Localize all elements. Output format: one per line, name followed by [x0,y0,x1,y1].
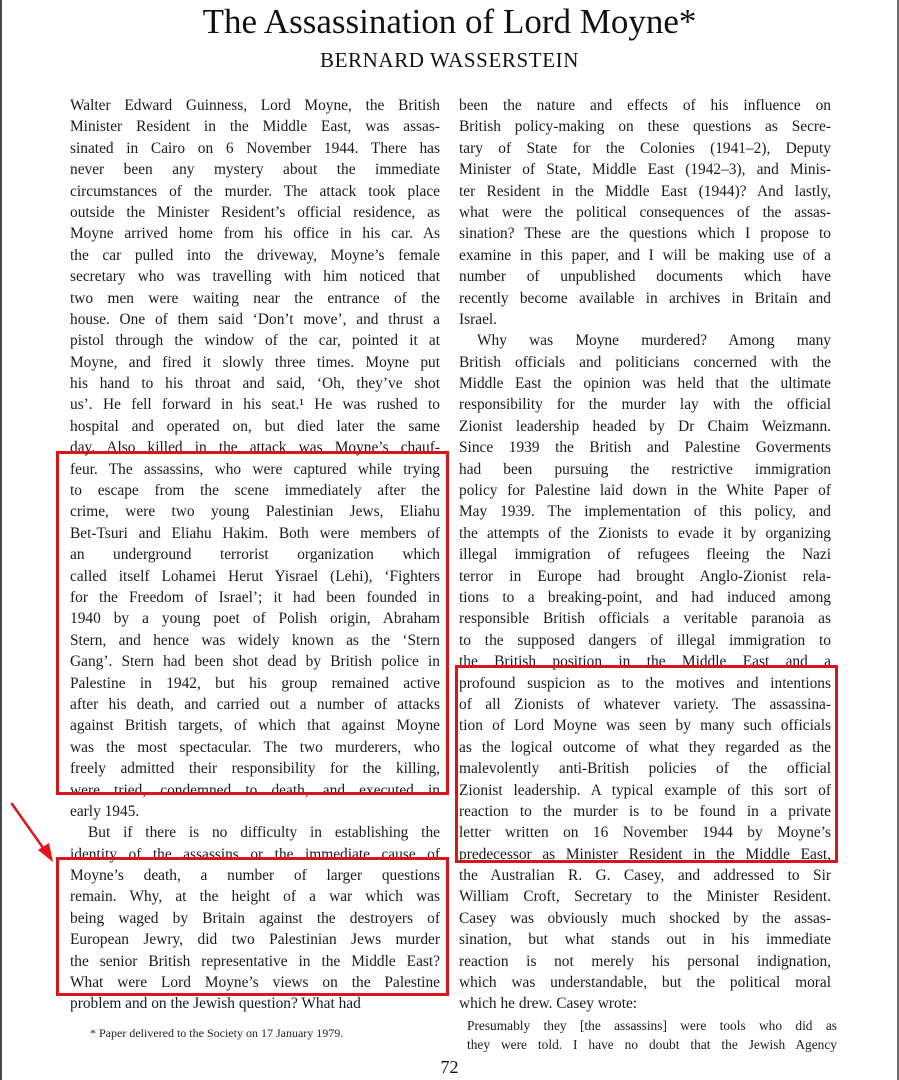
text-line: day. Also killed in the attack was Moyne’s chauf- [70,439,440,457]
text-line: Palestine in 1942, but his group remained active [70,674,440,692]
text-line: us’. He fell forward in his seat.¹ He was rushed to [70,396,440,414]
footnote: * Paper delivered to the Society on 17 January 1979. [90,1026,344,1040]
text-line: British officials and politicians concerned with the [459,353,831,371]
right-column [459,95,831,1015]
text-line: reaction is not merely his personal indignation, [459,952,831,970]
text-line: predecessor as Minister Resident in the Middle East, [459,845,831,863]
text-line: May 1939. The implementation of this policy, and [459,503,831,521]
text-line: called itself Lohamei Herut Yisrael (Lehi), ‘Fighters [70,567,440,585]
text-line: profound suspicion as to the motives and intentions [459,674,831,692]
text-line: Minister Resident in the Middle East, was assas- [70,118,440,136]
text-line: Moyne, and fired it slowly three times. Moyne put [70,353,440,371]
text-line: ter Resident in the Middle East (1944)? And lastly, [459,182,831,200]
text-line: they were told. I have no doubt that the Jewish Agency [467,1037,837,1052]
text-line: policy for Palestine laid down in the White Paper of [459,482,831,500]
text-line: responsibility for the murder lay with the official [459,396,831,414]
text-line: sination? These are the questions which I propose to [459,225,831,243]
article-title: The Assassination of Lord Moyne* [202,2,697,41]
text-line: terror in Europe had brought Anglo-Zionist rela- [459,567,831,585]
text-line: tion of Lord Moyne was seen by many such officials [459,717,831,735]
text-line: Minister of State, Middle East (1942–3), and Minis- [459,161,831,179]
text-line: house. One of them said ‘Don’t move’, and thrust a [70,310,440,328]
text-line: after his death, and carried out a number of attacks [70,695,440,713]
text-line: the car pulled into the driveway, Moyne’s female [70,246,440,264]
text-line: 1940 by a young poet of Polish origin, Abraham [70,610,440,628]
text-line: Zionist leadership headed by Dr Chaim Weizmann. [459,417,831,435]
text-line: Walter Edward Guinness, Lord Moyne, the British [70,97,440,114]
text-line: outside the Minister Resident’s official residence, as [70,203,440,221]
left-column [70,95,440,1015]
text-line: which was understandable, but the political moral [459,974,831,992]
text-line: reaction to the murder is to be found in a private [459,802,831,820]
text-line: number of unpublished documents which have [459,268,831,286]
text-line: an underground terrorist organization which [70,546,440,564]
viewer-left-edge [0,0,2,1080]
text-line: tary of State for the Colonies (1941–2), Deputy [459,139,831,157]
text-line: examine in this paper, and I will be making use of a [459,246,831,264]
text-line: Gang’. Stern had been shot dead by British police in [70,653,440,671]
text-line: European Jewry, did two Palestinian Jews murder [70,931,440,949]
text-line: were tried, condemned to death, and executed in [70,781,440,799]
text-line: What were Lord Moyne’s views on the Palestine [70,974,440,992]
text-line: the attempts of the Zionists to evade it by organizing [459,524,831,542]
text-line: Israel. [459,310,498,328]
text-line: William Croft, Secretary to the Minister Resident. [459,888,831,906]
text-line: which he drew. Casey wrote: [459,995,638,1013]
text-line: illegal immigration of refugees fleeing the Nazi [459,546,831,564]
text-line: the British position in the Middle East and a [459,653,831,671]
text-line: been the nature and effects of his influence on [459,97,831,114]
text-line: Middle East the opinion was held that the ultimate [459,375,831,393]
text-line: two men were waiting near the entrance of the [70,289,440,307]
block-quote [467,1016,837,1054]
text-line: early 1945. [70,802,140,820]
text-line: against British targets, of which that against Moyne [70,717,440,735]
text-line: of all Zionists of whatever variety. The assassina- [459,695,831,713]
text-line: crime, were two young Palestinian Jews, Eliahu [70,503,440,521]
text-line: sinated in Cairo on 6 November 1944. There has [70,139,440,157]
text-line: circumstances of the murder. The attack took place [70,182,440,200]
text-line: the Australian R. G. Casey, and addressed to Sir [459,867,831,885]
text-line: Why was Moyne murdered? Among many [477,332,831,350]
text-line: pistol through the window of the car, pointed it at [70,332,440,350]
text-line: for the Freedom of Israel’; it had been founded in [70,588,440,606]
text-line: identity of the assassins or the immediate cause of [70,845,440,863]
text-line: Stern, and hence was widely known as the ‘Stern [70,631,440,649]
text-line: recently become available in archives in Britain and [459,289,831,307]
text-line: British policy-making on these questions as Secre- [459,118,831,136]
text-line: his hand to his throat and said, ‘Oh, they’ve shot [70,375,440,393]
text-line: secretary who was travelling with him noticed that [70,268,440,286]
page-number: 72 [440,1057,459,1077]
text-line: to escape from the scene immediately after the [70,482,440,500]
text-line: being waged by Britain against the destroyers of [70,909,440,927]
text-line: never been any mystery about the immediate [70,161,440,179]
text-line: Since 1939 the British and Palestine Goverments [459,439,831,457]
text-line: Presumably they [the assassins] were tools who did as [467,1018,837,1033]
text-line: was the most spectacular. The two murderers, who [70,738,440,756]
text-line: freely admitted their responsibility for the killing, [70,760,440,778]
text-line: to the supposed dangers of illegal immigration to [459,631,831,649]
text-line: the senior British representative in the Middle East? [70,952,440,970]
text-line: responsible British officials a veritable paranoia as [459,610,831,628]
text-line: Casey was obviously much shocked by the assas- [459,909,831,927]
text-line: feur. The assassins, who were captured while trying [70,460,440,478]
text-line: Moyne’s death, a number of larger questions [70,867,440,885]
text-line: Bet-Tsuri and Eliahu Hakim. Both were members of [70,524,440,542]
text-line: hospital and operated on, but died later the same [70,417,440,435]
text-line: as the logical outcome of what they regarded as the [459,738,831,756]
text-line: sination, but what stands out in his immediate [459,931,831,949]
text-line: Zionist leadership. A typical example of this sort of [459,781,831,799]
red-arrow-icon [8,800,58,864]
text-line: what were the political consequences of the assas- [459,203,831,221]
text-line: malevolently anti-British policies of the official [459,760,831,778]
text-line: had been pursuing the restrictive immigration [459,460,831,478]
text-line: letter written on 16 November 1944 by Moyne’s [459,824,831,842]
text-line: problem and on the Jewish question? What had [70,995,361,1013]
text-line: remain. Why, at the height of a war which was [70,888,440,906]
article-author: BERNARD WASSERSTEIN [320,48,579,72]
text-line: tions to a breaking-point, and had induced among [459,588,831,606]
text-line: But if there is no difficulty in establishing the [88,824,440,842]
text-line: Moyne arrived home from his office in his car. As [70,225,440,243]
